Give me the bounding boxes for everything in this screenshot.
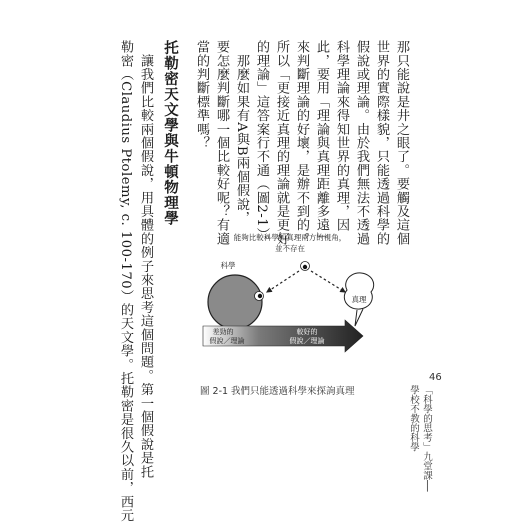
- text-column: 勒密（Claudius Ptolemy, c. 100-170）的天文學。托勒密是很久以前，西元: [118, 40, 133, 522]
- dashed-arrow-right: [311, 271, 345, 292]
- arrow-left-label-2: 假說／理論: [209, 337, 245, 345]
- text-column: 世界的實際樣貌，只能透過科學的: [374, 40, 389, 246]
- text-column: 此，要用「理論與真理距離多遠」: [314, 40, 329, 246]
- science-circle: [208, 275, 262, 329]
- observer-pupil: [303, 265, 307, 269]
- text-column: 要怎麼判斷哪一個比較好呢？有適: [214, 40, 229, 246]
- text-column: 那麼如果有A與B兩個假說，: [234, 40, 249, 225]
- text-column: 的理論」這答案行不通（圖2-1）。: [254, 40, 269, 248]
- text-column: 所以「更接近真理的理論就是更好: [274, 40, 289, 246]
- arrow-left-label-1: 差勁的: [212, 328, 234, 336]
- science-pupil: [258, 294, 262, 298]
- dashed-arrow-left: [267, 271, 299, 292]
- text-column: 當的判斷標準嗎？: [194, 40, 209, 150]
- text-column: 那只能說是井之眼了。要觸及這個: [394, 40, 409, 246]
- figure-label-truth: 真理: [351, 295, 367, 304]
- text-column: 假說或理論。由於我們無法不透過: [354, 40, 369, 246]
- text-column: 科學理論來得知世界的真理，因: [334, 40, 349, 232]
- figure-label-top-2: 並不存在: [275, 244, 305, 253]
- truth-bubble-tail: [355, 309, 363, 326]
- arrow-right-label-2: 假說／理論: [289, 337, 325, 345]
- figure-label-science: 科學: [220, 261, 236, 270]
- page-number: 46: [429, 372, 442, 383]
- text-column: 來判斷理論的好壞，是辦不到的。: [294, 40, 309, 246]
- arrow-right-label-1: 較好的: [296, 328, 318, 336]
- figure-label-top: 能夠比較科學和真理兩方的視角，: [233, 233, 347, 242]
- figure-caption: 圖 2-1 我們只能透過科學來探詢真理: [200, 386, 355, 397]
- section-heading: 托勒密天文學與牛頓物理學: [162, 40, 178, 226]
- text-column: 讓我們比較兩個假說，用具體的例子來思考這個問題。第一個假說是托: [138, 40, 153, 479]
- running-head-1: 「科學的思考」九堂課──: [421, 385, 432, 492]
- figure-2-1: [195, 230, 385, 380]
- running-head-2: 學校不教的科學: [408, 385, 419, 452]
